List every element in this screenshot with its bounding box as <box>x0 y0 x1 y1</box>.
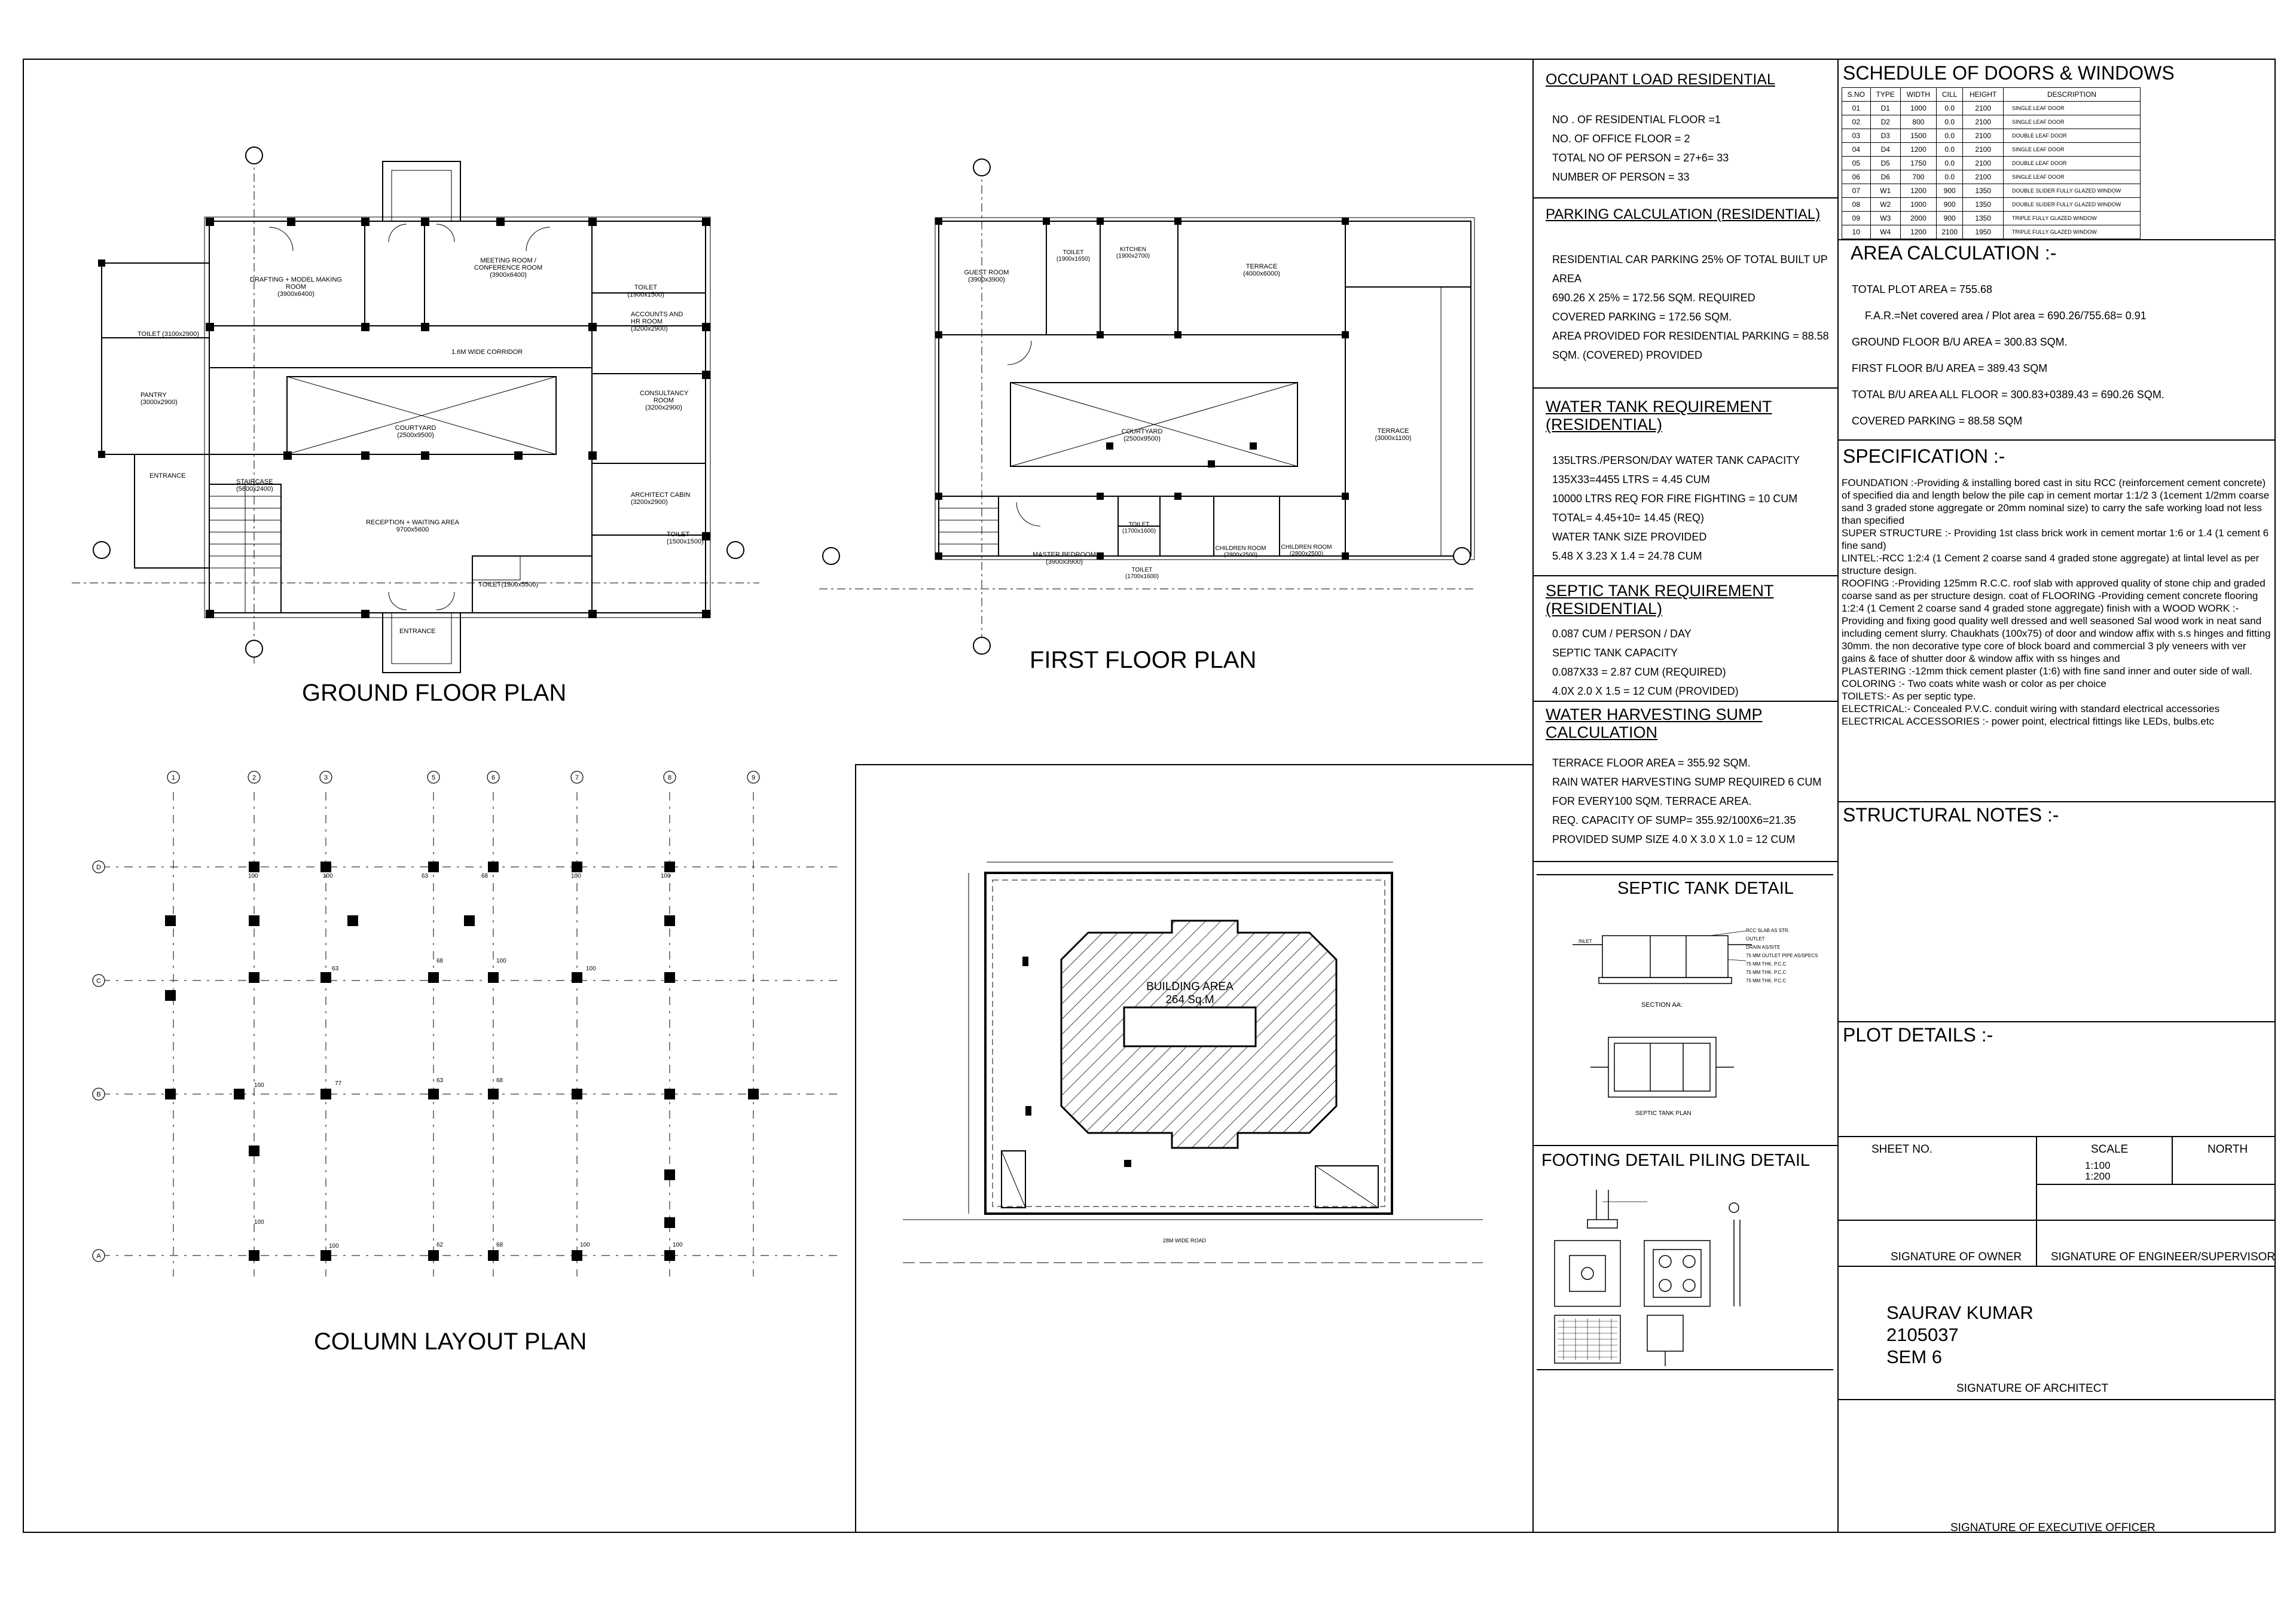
site-plan-frame-top <box>855 764 1532 765</box>
schedule-row <box>1842 198 2141 212</box>
column-mark <box>234 1089 245 1099</box>
scale-value-2: 1:200 <box>2085 1171 2111 1182</box>
area-calc-line: F.A.R.=Net covered area / Plot area = 690.26/755.68= 0.91 <box>1865 310 2147 322</box>
grid-col-label: 9 <box>751 774 756 781</box>
schedule-cell: 2100 <box>1936 225 1962 239</box>
schedule-cell: 2000 <box>1900 212 1936 225</box>
divider <box>1532 575 1837 576</box>
schedule-cell: D3 <box>1870 129 1900 143</box>
column-mark <box>320 1089 331 1099</box>
column-mark <box>165 990 176 1001</box>
water-tank-title-1: WATER TANK REQUIREMENT <box>1546 398 1772 416</box>
schedule-cell: 1200 <box>1900 143 1936 157</box>
water-tank-line: 10000 LTRS REQ FOR FIRE FIGHTING = 10 CUM <box>1552 493 1798 505</box>
column-mark <box>464 915 475 926</box>
schedule-cell: 2100 <box>1963 102 2004 115</box>
area-calc-line: GROUND FLOOR B/U AREA = 300.83 SQM. <box>1852 336 2068 348</box>
schedule-header: WIDTH <box>1900 88 1936 102</box>
schedule-row <box>1842 102 2141 115</box>
column-size-label: 100 <box>254 1082 264 1089</box>
column-size-label: 63 <box>422 873 429 879</box>
column-mark <box>320 1250 331 1261</box>
title-block-vline-1 <box>2036 1136 2037 1220</box>
footing-title: FOOTING DETAIL PILING DETAIL <box>1541 1151 1810 1170</box>
site-road-label: 28M WIDE ROAD <box>1163 1238 1207 1244</box>
schedule-cell: 0.0 <box>1936 143 1962 157</box>
schedule-cell: 04 <box>1842 143 1871 157</box>
column-mark <box>572 1250 582 1261</box>
notes-bottom-line <box>1537 1369 1833 1370</box>
schedule-cell: DOUBLE SLIDER FULLY GLAZED WINDOW <box>2004 198 2141 212</box>
student-name: SAURAV KUMAR <box>1886 1302 2034 1323</box>
grid-col-label: 6 <box>491 774 496 781</box>
column-size-label: 63 <box>332 966 339 972</box>
septic-req-title-2: (RESIDENTIAL) <box>1546 600 1663 618</box>
septic-note: 75 MM THK. P.C.C <box>1746 970 1787 975</box>
schedule-cell: 2100 <box>1963 170 2004 184</box>
area-calc-title: AREA CALCULATION :- <box>1851 242 2057 264</box>
schedule-row <box>1842 225 2141 239</box>
specification-title: SPECIFICATION :- <box>1843 445 2005 467</box>
column-mark <box>664 972 675 983</box>
gf-courtyard: COURTYARD (2500x9500) <box>395 424 436 439</box>
schedule-cell: W4 <box>1870 225 1900 239</box>
site-plan-frame-left <box>855 764 856 1533</box>
schedule-cell: W2 <box>1870 198 1900 212</box>
area-calc-lines <box>1852 276 2164 434</box>
schedule-cell: D1 <box>1870 102 1900 115</box>
ff-terrace-2: TERRACE (3000x1100) <box>1375 427 1412 442</box>
column-mark <box>488 1250 499 1261</box>
column-layout-plan-drawing <box>84 768 843 1282</box>
grid-col-label: 2 <box>252 774 257 781</box>
column-mark <box>428 1089 439 1099</box>
water-tank-line: 135LTRS./PERSON/DAY WATER TANK CAPACITY <box>1552 454 1800 466</box>
water-tank-title <box>1546 398 1772 433</box>
column-size-label: 100 <box>571 873 581 879</box>
column-mark <box>249 915 259 926</box>
schedule-cell: SINGLE LEAF DOOR <box>2004 115 2141 129</box>
schedule-header: CILL <box>1936 88 1962 102</box>
schedule-cell: 03 <box>1842 129 1871 143</box>
ff-toilet-3: TOILET (1700x1600) <box>1125 567 1159 580</box>
signature-architect: SIGNATURE OF ARCHITECT <box>1956 1382 2109 1395</box>
gf-room-consultancy: CONSULTANCY ROOM (3200x2900) <box>640 390 689 411</box>
schedule-table <box>1842 87 2141 239</box>
schedule-cell: 900 <box>1936 184 1962 198</box>
schedule-cell: DOUBLE LEAF DOOR <box>2004 157 2141 170</box>
schedule-cell: TRIPLE FULLY GLAZED WINDOW <box>2004 225 2141 239</box>
schedule-cell: D4 <box>1870 143 1900 157</box>
schedule-row <box>1842 184 2141 198</box>
column-mark <box>664 915 675 926</box>
gf-reception: RECEPTION + WAITING AREA 9700x5600 <box>366 519 459 533</box>
schedule-cell: 1200 <box>1900 184 1936 198</box>
schedule-cell: D6 <box>1870 170 1900 184</box>
schedule-cell: 2100 <box>1963 157 2004 170</box>
schedule-row <box>1842 129 2141 143</box>
schedule-row <box>1842 157 2141 170</box>
column-mark <box>347 915 358 926</box>
column-size-label: 68 <box>481 873 488 879</box>
parking-lines <box>1552 250 1829 365</box>
column-size-label: 68 <box>496 1077 503 1084</box>
divider <box>1532 861 1837 862</box>
column-mark <box>249 1146 259 1156</box>
parking-line: RESIDENTIAL CAR PARKING 25% OF TOTAL BUILT UP <box>1552 253 1828 265</box>
column-mark <box>664 1250 675 1261</box>
column-mark <box>572 972 582 983</box>
schedule-cell: D5 <box>1870 157 1900 170</box>
water-tank-line: TOTAL= 4.45+10= 14.45 (REQ) <box>1552 512 1704 524</box>
gf-room-toilet-1: TOILET (1900x1500) <box>627 284 664 298</box>
north-label: NORTH <box>2208 1143 2248 1156</box>
gf-toilet-3: TOILET (1500x1500) <box>667 531 704 545</box>
schedule-cell: 1350 <box>1963 198 2004 212</box>
scale-label: SCALE <box>2091 1143 2129 1156</box>
schedule-cell: 900 <box>1936 212 1962 225</box>
harvesting-line: FOR EVERY100 SQM. TERRACE AREA. <box>1552 795 1752 807</box>
student-sem: SEM 6 <box>1886 1346 1943 1367</box>
schedule-cell: 800 <box>1900 115 1936 129</box>
schedule-row <box>1842 170 2141 184</box>
gf-toilet-4: TOILET(1900x5500) <box>478 581 539 588</box>
column-size-label: 100 <box>673 1242 683 1248</box>
septic-req-line: SEPTIC TANK CAPACITY <box>1552 647 1678 659</box>
grid-row-label: B <box>96 1091 101 1098</box>
occupant-line: NO. OF OFFICE FLOOR = 2 <box>1552 133 1690 145</box>
column-mark <box>249 972 259 983</box>
septic-detail-box <box>1537 874 1833 875</box>
harvesting-line: TERRACE FLOOR AREA = 355.92 SQM. <box>1552 757 1751 769</box>
structural-notes-title: STRUCTURAL NOTES :- <box>1843 804 2059 826</box>
column-size-label: 100 <box>496 958 506 964</box>
title-block-line-5 <box>1839 1399 2276 1400</box>
septic-req-lines <box>1552 624 1739 701</box>
septic-req-title <box>1546 582 1774 618</box>
grid-col-label: 1 <box>171 774 176 781</box>
plot-details-title: PLOT DETAILS :- <box>1843 1024 1993 1046</box>
divider <box>1532 387 1837 389</box>
spec-top-line <box>1839 439 2276 441</box>
grid-row-label: D <box>96 864 101 871</box>
grid-row-label: A <box>96 1253 101 1260</box>
column-mark <box>664 1217 675 1228</box>
septic-note: OUTLET <box>1746 936 1765 942</box>
ff-kitchen: KITCHEN (1900x2700) <box>1116 246 1150 259</box>
septic-req-title-1: SEPTIC TANK REQUIREMENT <box>1546 582 1774 600</box>
parking-line: SQM. (COVERED) PROVIDED <box>1552 349 1703 361</box>
sheet-no-label: SHEET NO. <box>1871 1143 1933 1156</box>
ff-terrace-1: TERRACE (4000x6000) <box>1243 263 1280 277</box>
occupant-line: NO . OF RESIDENTIAL FLOOR =1 <box>1552 114 1721 126</box>
septic-plan-label: SEPTIC TANK PLAN <box>1635 1110 1692 1117</box>
water-tank-title-2: (RESIDENTIAL) <box>1546 416 1663 433</box>
column-mark <box>664 862 675 872</box>
schedule-cell: 1200 <box>1900 225 1936 239</box>
schedule-cell: 1750 <box>1900 157 1936 170</box>
first-floor-plan-title: FIRST FLOOR PLAN <box>1030 647 1257 673</box>
parking-line: COVERED PARKING = 172.56 SQM. <box>1552 311 1732 323</box>
column-mark <box>664 1089 675 1099</box>
notes-divider <box>1532 59 1534 1533</box>
grid-col-label: 3 <box>323 774 328 781</box>
schedule-cell: 0.0 <box>1936 129 1962 143</box>
septic-notes <box>1746 927 1818 985</box>
schedule-cell: DOUBLE SLIDER FULLY GLAZED WINDOW <box>2004 184 2141 198</box>
schedule-cell: 07 <box>1842 184 1871 198</box>
schedule-cell: 08 <box>1842 198 1871 212</box>
gf-entrance-left: ENTRANCE <box>149 472 186 479</box>
schedule-cell: 900 <box>1936 198 1962 212</box>
schedule-header: HEIGHT <box>1963 88 2004 102</box>
septic-inlet-label: INLET <box>1578 939 1592 944</box>
schedule-cell: 1950 <box>1963 225 2004 239</box>
title-block-line-4 <box>1839 1266 2276 1267</box>
schedule-cell: 10 <box>1842 225 1871 239</box>
septic-note: RCC SLAB AS STR. <box>1746 928 1790 933</box>
schedule-cell: 2100 <box>1963 115 2004 129</box>
septic-note: 75 MM OUTLET PIPE AS/SPECS <box>1746 953 1818 958</box>
title-block-line-3 <box>1839 1220 2276 1221</box>
schedule-title: SCHEDULE OF DOORS & WINDOWS <box>1843 62 2175 84</box>
ground-floor-plan-title: GROUND FLOOR PLAN <box>302 680 567 706</box>
signature-owner: SIGNATURE OF OWNER <box>1891 1251 2022 1263</box>
grid-col-label: 5 <box>431 774 436 781</box>
column-mark <box>428 972 439 983</box>
divider <box>1532 701 1837 702</box>
column-size-label: 100 <box>586 966 596 972</box>
septic-section-label: SECTION AA: <box>1641 1001 1683 1009</box>
area-calc-top-line <box>1839 239 2276 240</box>
area-calc-line: TOTAL B/U AREA ALL FLOOR = 300.83+0389.43 = 690.26 SQM. <box>1852 389 2164 401</box>
parking-line: AREA PROVIDED FOR RESIDENTIAL PARKING = 88.58 <box>1552 330 1829 342</box>
grid-row-label: C <box>96 978 101 985</box>
column-mark <box>748 1089 759 1099</box>
gf-room-accounts: ACCOUNTS AND HR ROOM (3200x2900) <box>631 311 683 332</box>
harvesting-title-1: WATER HARVESTING SUMP <box>1546 705 1763 723</box>
scale-value-1: 1:100 <box>2085 1160 2111 1171</box>
column-size-label: 68 <box>436 958 444 964</box>
schedule-cell: 0.0 <box>1936 115 1962 129</box>
schedule-header-row <box>1842 88 2141 102</box>
ff-guest-room: GUEST ROOM (3900x3900) <box>964 269 1009 283</box>
occupant-line: NUMBER OF PERSON = 33 <box>1552 171 1690 183</box>
area-calc-line: FIRST FLOOR B/U AREA = 389.43 SQM <box>1852 362 2048 374</box>
schedule-cell: 0.0 <box>1936 170 1962 184</box>
gf-staircase: STAIRCASE (5600x2400) <box>236 478 273 493</box>
divider <box>1532 1145 1837 1146</box>
schedule-cell: 1350 <box>1963 184 2004 198</box>
schedule-cell: 2100 <box>1963 143 2004 157</box>
schedule-cell: TRIPLE FULLY GLAZED WINDOW <box>2004 212 2141 225</box>
schedule-cell: 1000 <box>1900 102 1936 115</box>
schedule-row <box>1842 115 2141 129</box>
occupant-load-lines <box>1552 110 1729 187</box>
column-mark <box>249 1250 259 1261</box>
gf-room-toilet-2: TOILET (3100x2900) <box>138 331 199 338</box>
harvesting-title-2: CALCULATION <box>1546 723 1658 741</box>
footing-detail-drawing <box>1543 1178 1824 1369</box>
gf-room-pantry: PANTRY (3000x2900) <box>141 392 178 406</box>
title-block-vline-2 <box>2172 1136 2173 1184</box>
column-mark <box>428 862 439 872</box>
ff-courtyard: COURTYARD (2500x9500) <box>1121 428 1163 442</box>
schedule-cell: SINGLE LEAF DOOR <box>2004 170 2141 184</box>
column-size-label: 100 <box>580 1242 590 1248</box>
septic-req-line: 0.087X33 = 2.87 CUM (REQUIRED) <box>1552 666 1726 678</box>
column-mark <box>572 862 582 872</box>
plot-details-top-line <box>1839 1021 2276 1022</box>
schedule-cell: SINGLE LEAF DOOR <box>2004 102 2141 115</box>
schedule-cell: DOUBLE LEAF DOOR <box>2004 129 2141 143</box>
occupant-load-title: OCCUPANT LOAD RESIDENTIAL <box>1546 71 1775 88</box>
schedule-cell: W3 <box>1870 212 1900 225</box>
area-calc-line: TOTAL PLOT AREA = 755.68 <box>1852 283 1992 295</box>
schedule-cell: 0.0 <box>1936 102 1962 115</box>
water-tank-line: 135X33=4455 LTRS = 4.45 CUM <box>1552 474 1710 485</box>
column-size-label: 100 <box>323 873 333 879</box>
schedule-cell: 2100 <box>1963 129 2004 143</box>
harvesting-line: PROVIDED SUMP SIZE 4.0 X 3.0 X 1.0 = 12 CUM <box>1552 833 1796 845</box>
column-size-label: 100 <box>329 1243 339 1250</box>
column-size-label: 68 <box>496 1242 503 1248</box>
title-block-vline-3 <box>2036 1220 2037 1266</box>
column-mark <box>488 972 499 983</box>
ff-toilet-2: TOILET (1700x1600) <box>1122 521 1156 534</box>
septic-req-line: 0.087 CUM / PERSON / DAY <box>1552 628 1692 640</box>
title-block-line-1 <box>1839 1136 2276 1137</box>
area-calc-line: COVERED PARKING = 88.58 SQM <box>1852 415 2023 427</box>
column-mark <box>320 862 331 872</box>
schedule-cell: 1500 <box>1900 129 1936 143</box>
gf-room-drafting: DRAFTING + MODEL MAKING ROOM (3900x6400) <box>250 276 342 298</box>
parking-line: AREA <box>1552 273 1582 285</box>
grid-col-label: 7 <box>575 774 579 781</box>
ff-children-room-1: CHILDREN ROOM (2800x2500) <box>1215 545 1266 558</box>
harvesting-title <box>1546 705 1763 741</box>
ff-master-bedroom: MASTER BEDROOM (3900x3900) <box>1033 551 1096 566</box>
gf-entrance-bottom: ENTRANCE <box>399 628 436 635</box>
column-mark <box>488 1089 499 1099</box>
parking-title: PARKING CALCULATION (RESIDENTIAL) <box>1546 206 1821 222</box>
schedule-cell: 09 <box>1842 212 1871 225</box>
schedule-cell: SINGLE LEAF DOOR <box>2004 143 2141 157</box>
specification-text: FOUNDATION :-Providing & installing bored cast in situ RCC (reinforcement cement concrete) of specified dia and length below the pile cap in cement mortar 1:1/2 3 (1cement 1/2mm coarse sand 3 graded stone aggregate or 20mm nominal size) to carry the safe working load not less than specified SUPER STRUCTURE :- Providing 1st class brick work in cement mortar 1:6 or 1.4 (1 cement 6 fine sand) LINTEL:-RCC 1:2:4 (1 Cement 2 coarse sand 4 graded stone aggregate) at lintal level as per structure design. ROOFING :-Providing 125mm R.C.C. roof slab with approved quality of stone chip and graded coarse sand as per structure design. coat of FLOORING -Providing cement concrete flooring 1:2:4 (1 Cement 2 coarse sand 4 graded stone aggregate) finish with a WOOD WORK :-Providing and fixing good quality well dressed and well seasoned Sal wood work in neat sand including cement slurry. Chaukhats (100x75) of door and window affix with s.s hinges and fitting 30mm. the non decorative type core of block board and commercial 3 ply veneers with ver gains & face of shutter door & window affix with ss hinges and PLASTERING :-12mm thick cement plaster (1:6) with fine sand inner and outer side of wall. COLORING :- Two coats white wash or color as per choice TOILETS:- As per septic type. ELECTRICAL:- Concealed P.V.C. conduit wiring with standard electrical accessories ELECTRICAL ACCESSORIES :- power point, electrical fittings like LEDs, bulbs.etc <box>1842 477 2271 727</box>
septic-req-line: 4.0X 2.0 X 1.5 = 12 CUM (PROVIDED) <box>1552 685 1739 697</box>
column-mark <box>428 1250 439 1261</box>
grid-col-label: 8 <box>667 774 672 781</box>
column-mark <box>165 915 176 926</box>
signature-executive: SIGNATURE OF EXECUTIVE OFFICER <box>1950 1522 2155 1534</box>
schedule-row <box>1842 143 2141 157</box>
schedule-header: TYPE <box>1870 88 1900 102</box>
column-size-label: 77 <box>335 1080 342 1087</box>
column-mark <box>320 972 331 983</box>
title-block-line-2 <box>2036 1184 2276 1185</box>
column-mark <box>664 1169 675 1180</box>
schedule-cell: 05 <box>1842 157 1871 170</box>
first-floor-plan-drawing <box>819 149 1477 658</box>
septic-detail-title: SEPTIC TANK DETAIL <box>1617 879 1794 898</box>
site-plan-drawing <box>897 849 1495 1267</box>
schedule-header: DESCRIPTION <box>2004 88 2141 102</box>
column-size-label: 62 <box>436 1242 444 1248</box>
right-panel-divider <box>1837 59 1839 1533</box>
column-mark <box>165 1089 176 1099</box>
schedule-cell: W1 <box>1870 184 1900 198</box>
structural-notes-top-line <box>1839 801 2276 802</box>
septic-note: 75 MM THK. P.C.C <box>1746 978 1787 983</box>
schedule-cell: 700 <box>1900 170 1936 184</box>
harvesting-lines <box>1552 753 1821 849</box>
septic-note: 75 MM THK. P.C.C <box>1746 961 1787 967</box>
schedule-cell: 0.0 <box>1936 157 1962 170</box>
schedule-cell: 02 <box>1842 115 1871 129</box>
septic-note: DRAIN AS/SITE <box>1746 945 1781 950</box>
occupant-line: TOTAL NO OF PERSON = 27+6= 33 <box>1552 152 1729 164</box>
schedule-row <box>1842 212 2141 225</box>
column-size-label: 63 <box>436 1077 444 1084</box>
column-mark <box>249 862 259 872</box>
gf-corridor-label: 1.6M WIDE CORRIDOR <box>451 349 523 356</box>
water-tank-lines <box>1552 451 1800 566</box>
divider <box>1532 197 1837 198</box>
column-mark <box>488 862 499 872</box>
column-layout-plan-title: COLUMN LAYOUT PLAN <box>314 1328 587 1355</box>
harvesting-line: RAIN WATER HARVESTING SUMP REQUIRED 6 CUM <box>1552 776 1822 788</box>
harvesting-line: REQ. CAPACITY OF SUMP= 355.92/100X6=21.35 <box>1552 814 1796 826</box>
site-building-label: BUILDING AREA 264 Sq.M <box>1146 980 1234 1006</box>
schedule-cell: 01 <box>1842 102 1871 115</box>
schedule-cell: D2 <box>1870 115 1900 129</box>
gf-room-meeting: MEETING ROOM / CONFERENCE ROOM (3900x6400) <box>474 257 543 279</box>
signature-engineer: SIGNATURE OF ENGINEER/SUPERVISOR <box>2051 1251 2276 1263</box>
ff-children-room-2: CHILDREN ROOM (2800x2500) <box>1281 544 1332 557</box>
ff-toilet-1: TOILET (1900x1650) <box>1056 249 1091 262</box>
gf-architect-cabin: ARCHITECT CABIN (3200x2900) <box>631 491 691 506</box>
water-tank-line: 5.48 X 3.23 X 1.4 = 24.78 CUM <box>1552 550 1702 562</box>
column-size-label: 100 <box>248 873 258 879</box>
student-roll: 2105037 <box>1886 1324 1959 1345</box>
schedule-cell: 1350 <box>1963 212 2004 225</box>
parking-line: 690.26 X 25% = 172.56 SQM. REQUIRED <box>1552 292 1755 304</box>
water-tank-line: WATER TANK SIZE PROVIDED <box>1552 531 1707 543</box>
column-size-label: 100 <box>661 873 671 879</box>
schedule-cell: 1000 <box>1900 198 1936 212</box>
column-mark <box>572 1089 582 1099</box>
schedule-cell: 06 <box>1842 170 1871 184</box>
schedule-header: S.NO <box>1842 88 1871 102</box>
column-size-label: 100 <box>254 1219 264 1226</box>
